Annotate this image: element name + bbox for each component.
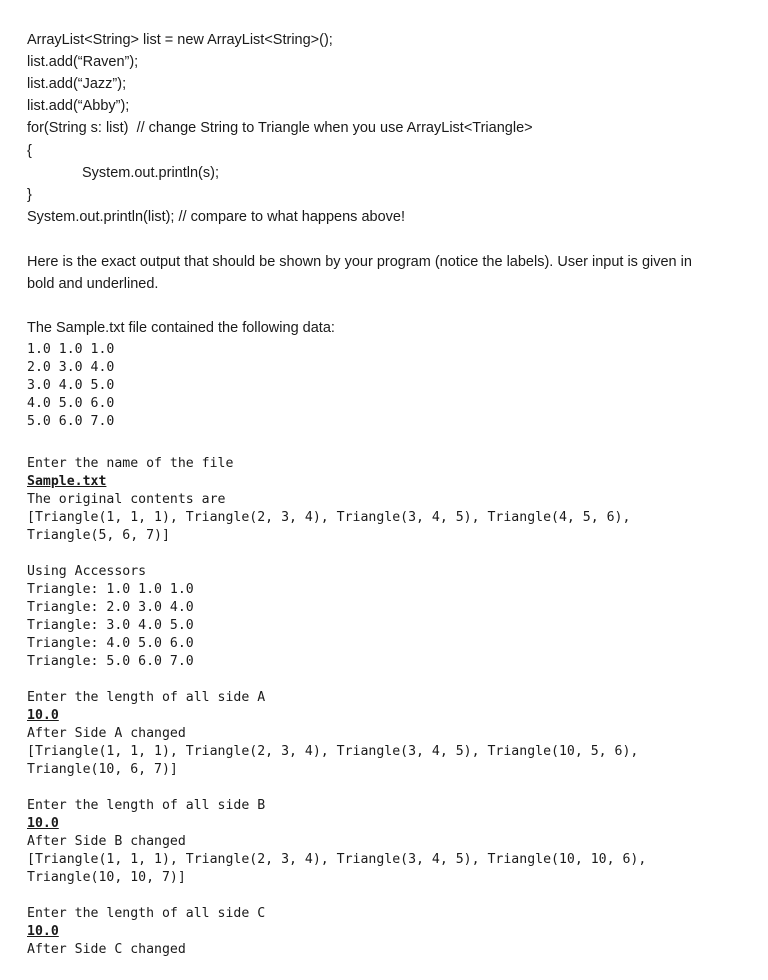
after-side-b-label: After Side B changed [27, 834, 186, 849]
prompt-filename: Enter the name of the file [27, 456, 234, 471]
code-line: list.add(“Abby”); [27, 98, 130, 114]
user-input-filename: Sample.txt [27, 474, 107, 489]
sample-row: 2.0 3.0 4.0 [27, 360, 115, 375]
code-line: for(String s: list) // change String to Triangle when you use ArrayList<Triangle> [27, 120, 533, 136]
sample-row: 1.0 1.0 1.0 [27, 342, 115, 357]
code-line: list.add(“Jazz”); [27, 76, 127, 92]
sample-row: 4.0 5.0 6.0 [27, 396, 115, 411]
code-line: { [27, 143, 32, 159]
after-side-a-label: After Side A changed [27, 726, 186, 741]
prompt-side-c: Enter the length of all side C [27, 906, 266, 921]
code-line: } [27, 187, 32, 203]
user-input-side-a: 10.0 [27, 708, 59, 723]
original-label: The original contents are [27, 492, 226, 507]
prompt-side-b: Enter the length of all side B [27, 798, 266, 813]
accessor-row: Triangle: 5.0 6.0 7.0 [27, 654, 194, 669]
side-a-list: [Triangle(1, 1, 1), Triangle(2, 3, 4), Triangle(3, 4, 5), Triangle(10, 5, 6), [27, 744, 639, 759]
after-side-c-label: After Side C changed [27, 942, 186, 957]
side-b-list: [Triangle(1, 1, 1), Triangle(2, 3, 4), Triangle(3, 4, 5), Triangle(10, 10, 6), [27, 852, 647, 867]
accessor-row: Triangle: 1.0 1.0 1.0 [27, 582, 194, 597]
prompt-side-a: Enter the length of all side A [27, 690, 266, 705]
sample-row: 5.0 6.0 7.0 [27, 414, 115, 429]
accessor-row: Triangle: 4.0 5.0 6.0 [27, 636, 194, 651]
accessor-row: Triangle: 2.0 3.0 4.0 [27, 600, 194, 615]
accessor-row: Triangle: 3.0 4.0 5.0 [27, 618, 194, 633]
code-line: ArrayList<String> list = new ArrayList<String>(); [27, 32, 333, 48]
intro-text: bold and underlined. [27, 276, 159, 292]
side-b-list: Triangle(10, 10, 7)] [27, 870, 186, 885]
code-line: System.out.println(s); [82, 165, 219, 181]
intro-text: Here is the exact output that should be shown by your program (notice the labels). User input is given in [27, 254, 692, 270]
code-line: System.out.println(list); // compare to what happens above! [27, 209, 405, 225]
sample-row: 3.0 4.0 5.0 [27, 378, 115, 393]
user-input-side-c: 10.0 [27, 924, 59, 939]
sample-heading: The Sample.txt file contained the following data: [27, 320, 335, 336]
user-input-side-b: 10.0 [27, 816, 59, 831]
original-list: Triangle(5, 6, 7)] [27, 528, 170, 543]
original-list: [Triangle(1, 1, 1), Triangle(2, 3, 4), Triangle(3, 4, 5), Triangle(4, 5, 6), [27, 510, 631, 525]
code-line: list.add(“Raven”); [27, 54, 139, 70]
side-a-list: Triangle(10, 6, 7)] [27, 762, 178, 777]
accessors-label: Using Accessors [27, 564, 147, 579]
